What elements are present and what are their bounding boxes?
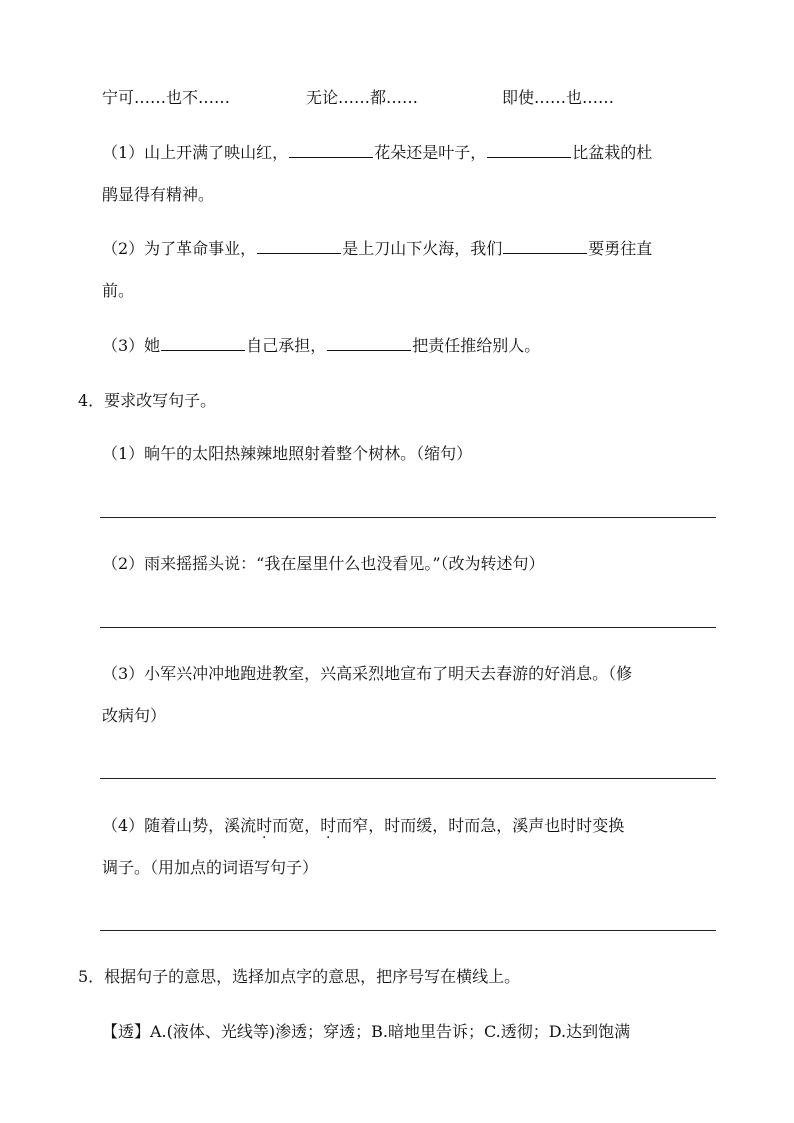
conjunction-3: 即使……也……	[502, 88, 615, 107]
q3-item-1-line-1	[102, 142, 652, 164]
q3-item-3-part-c: 把责任推给别人。	[412, 336, 541, 355]
q4-item-4-part-a: （4）随着山势，溪流	[102, 816, 257, 835]
dotted-char: 时	[320, 816, 337, 835]
q4-item-4-line-1	[102, 815, 624, 837]
q3-item-3-part-b: 自己承担，	[246, 336, 327, 355]
q5-definition: 【透】A.(液体、光线等)渗透；穿透；B.暗地里告诉；C.透彻；D.达到饱满	[102, 1022, 631, 1041]
answer-blank[interactable]	[487, 142, 571, 158]
answer-blank[interactable]	[161, 335, 245, 351]
conjunction-2: 无论……都……	[306, 88, 419, 107]
answer-line-1[interactable]	[100, 517, 716, 518]
q4-item-2: （2）雨来摇摇头说：“我在屋里什么也没看见。”（改为转述句）	[102, 554, 545, 573]
q3-item-2-line-2: 前。	[102, 281, 135, 300]
answer-line-4[interactable]	[100, 930, 716, 931]
q3-item-3-part-a: （3）她	[102, 336, 161, 355]
q4-title: 4．要求改写句子。	[78, 391, 217, 410]
q4-item-4-part-b: 而宽，	[272, 816, 321, 835]
answer-line-3[interactable]	[100, 778, 716, 779]
q3-item-3	[102, 335, 540, 357]
q4-item-1: （1）晌午的太阳热辣辣地照射着整个树林。（缩句）	[102, 444, 473, 463]
q3-item-1-part-b: 花朵还是叶子，	[374, 143, 487, 162]
q3-item-2-part-a: （2）为了革命事业，	[102, 239, 257, 258]
q4-item-4-part-c: 而窄，时而缓，时而急，溪声也时时变换	[336, 816, 625, 835]
q3-item-2-line-1	[102, 238, 652, 260]
answer-blank[interactable]	[289, 142, 373, 158]
q3-item-2-part-c: 要勇往直	[588, 239, 653, 258]
q4-item-3-line-2: 改病句）	[102, 706, 167, 725]
q3-item-2-part-b: 是上刀山下火海，我们	[342, 239, 503, 258]
q3-item-1-line-2: 鹃显得有精神。	[102, 185, 215, 204]
answer-blank[interactable]	[503, 238, 587, 254]
q4-item-3-line-1: （3）小军兴冲冲地跑进教室，兴高采烈地宣布了明天去春游的好消息。（修	[102, 664, 633, 683]
q5-title: 5．根据句子的意思，选择加点字的意思，把序号写在横线上。	[78, 967, 521, 986]
answer-blank[interactable]	[257, 238, 341, 254]
answer-blank[interactable]	[327, 335, 411, 351]
dotted-char: 时	[256, 816, 273, 835]
q4-item-4-line-2: 调子。（用加点的词语写句子）	[102, 858, 319, 877]
q3-item-1-part-c: 比盆栽的杜	[572, 143, 653, 162]
answer-line-2[interactable]	[100, 627, 716, 628]
q3-item-1-part-a: （1）山上开满了映山红，	[102, 143, 289, 162]
conjunction-1: 宁可……也不……	[102, 88, 231, 107]
